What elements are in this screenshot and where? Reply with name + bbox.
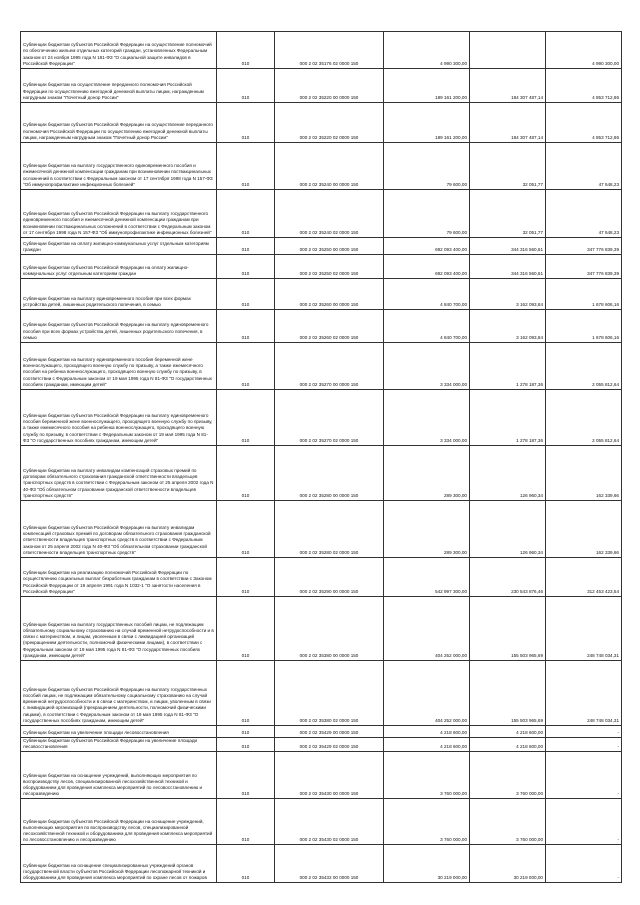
row-name-cell: Субвенции бюджетам на выплату инвалидам компенсаций страховых премий по договорам обязательного страхования гражданской ответственности владельцев транспортных средств в соответствии с Федеральным законом от 25 апреля 2002 года N 40-ФЗ "Об обязательном страховании гражданской ответственности владельцев транспортных средств" bbox=[21, 446, 217, 501]
table-row bbox=[21, 238, 622, 255]
row-unexecuted-cell: - bbox=[546, 845, 622, 883]
row-name-cell: Субвенции бюджетам субъектов Российской Федерации на выплату инвалидам компенсаций страховых премий по договорам обязательного страхования гражданской ответственности владельцев транспортных средств в соответствии с Федеральным законом от 25 апреля 2002 года N 40-ФЗ "Об обязательном страховании гражданской ответственности владельцев транспортных средств" bbox=[21, 501, 217, 558]
table-row bbox=[21, 799, 622, 845]
row-kbk-cell: 000 2 02 35430 00 0000 150 bbox=[275, 752, 384, 799]
row-name-cell: Субвенции бюджетам субъектов Российской Федерации на выплату единовременного пособия беременной жене военнослужащего, проходящего военную службу по призыву, а также ежемесячного пособия на ребенка военнослужащего, проходящего военную службу по призыву, в соответствии с Федеральным законом от 19 мая 1995 года N 81-ФЗ "О государственных пособиях гражданам, имеющим детей" bbox=[21, 390, 217, 446]
row-code-cell: 010 bbox=[217, 279, 275, 310]
row-executed-cell: 230 543 876,46 bbox=[470, 558, 546, 597]
row-code-cell: 010 bbox=[217, 103, 275, 143]
row-approved-cell: 289 300,00 bbox=[384, 501, 470, 558]
row-kbk-cell: 000 2 02 35280 00 0000 150 bbox=[275, 446, 384, 501]
row-name-cell: Субвенции бюджетам на осуществление переданного полномочия Российской Федерации по осуществлению ежегодной денежной выплаты лицам, награжденным нагрудным знаком "Почетный донор России" bbox=[21, 69, 217, 103]
row-name-cell: Субвенции бюджетам на оснащение учреждений, выполняющих мероприятия по воспроизводству лесов, специализированной лесохозяйственной техникой и оборудованием для проведения комплекса мероприятий по лесовосстановлению и лесоразведению bbox=[21, 752, 217, 799]
row-code-cell: 010 bbox=[217, 446, 275, 501]
row-code-cell: 010 bbox=[217, 32, 275, 69]
row-unexecuted-cell: 248 748 034,31 bbox=[546, 661, 622, 726]
budget-table bbox=[20, 31, 622, 883]
row-approved-cell: 404 252 000,00 bbox=[384, 661, 470, 726]
row-name-cell: Субвенции бюджетам на выплату государственных пособий лицам, не подлежащим обязательному социальному страхованию на случай временной нетрудоспособности и в связи с материнством, и лицам, уволенным в связи с ликвидацией организаций (прекращением деятельности, полномочий физическими лицами), в соответствии с Федеральным законом от 19 мая 1995 года N 81-ФЗ "О государственных пособиях гражданам, имеющим детей" bbox=[21, 597, 217, 661]
row-unexecuted-cell: 4 853 712,86 bbox=[546, 69, 622, 103]
row-approved-cell: 3 334 000,00 bbox=[384, 343, 470, 390]
table-row bbox=[21, 69, 622, 103]
row-name-cell: Субвенции бюджетам на выплату единовременного пособия беременной жене военнослужащего, проходящего военную службу по призыву, а также ежемесячного пособия на ребенка военнослужащего, проходящего военную службу по призыву, в соответствии с Федеральным законом от 19 мая 1995 года N 81-ФЗ "О государственных пособиях гражданам, имеющим детей" bbox=[21, 343, 217, 390]
row-unexecuted-cell: 347 776 839,39 bbox=[546, 238, 622, 255]
row-name-cell: Субвенции бюджетам субъектов Российской Федерации на оснащение учреждений, выполняющих мероприятия по воспроизводству лесов, специализированной лесохозяйственной техникой и оборудованием для проведения комплекса мероприятий по лесовосстановлению и лесоразведению bbox=[21, 799, 217, 845]
row-approved-cell: 79 600,00 bbox=[384, 143, 470, 190]
row-executed-cell: 3 162 093,84 bbox=[470, 310, 546, 343]
row-executed-cell: 3 162 093,84 bbox=[470, 279, 546, 310]
row-executed-cell: 30 219 000,00 bbox=[470, 845, 546, 883]
table-row bbox=[21, 752, 622, 799]
row-code-cell: 010 bbox=[217, 390, 275, 446]
row-code-cell: 010 bbox=[217, 501, 275, 558]
row-code-cell: 010 bbox=[217, 661, 275, 726]
row-executed-cell: 184 307 487,14 bbox=[470, 103, 546, 143]
row-code-cell: 010 bbox=[217, 238, 275, 255]
row-unexecuted-cell: 4 990 300,00 bbox=[546, 32, 622, 69]
row-name-cell: Субвенции бюджетам субъектов Российской Федерации на выплату единовременного пособия при всех формах устройства детей, лишенных родительского попечения, в семью bbox=[21, 310, 217, 343]
table-row bbox=[21, 32, 622, 69]
row-code-cell: 010 bbox=[217, 738, 275, 752]
row-kbk-cell: 000 2 02 35250 00 0000 150 bbox=[275, 238, 384, 255]
row-approved-cell: 4 990 300,00 bbox=[384, 32, 470, 69]
row-code-cell: 010 bbox=[217, 726, 275, 738]
row-kbk-cell: 000 2 02 35240 02 0000 150 bbox=[275, 190, 384, 238]
row-kbk-cell: 000 2 02 35432 00 0000 150 bbox=[275, 845, 384, 883]
budget-table-body bbox=[21, 32, 622, 883]
row-executed-cell: 155 503 965,69 bbox=[470, 661, 546, 726]
row-approved-cell: 3 334 000,00 bbox=[384, 390, 470, 446]
row-approved-cell: 4 218 600,00 bbox=[384, 738, 470, 752]
table-row bbox=[21, 190, 622, 238]
row-code-cell: 010 bbox=[217, 558, 275, 597]
row-executed-cell: 4 218 600,00 bbox=[470, 738, 546, 752]
row-name-cell: Субвенции бюджетам субъектов Российской Федерации на оплату жилищно-коммунальных услуг отдельным категориям граждан bbox=[21, 255, 217, 279]
row-executed-cell: 126 960,34 bbox=[470, 501, 546, 558]
row-executed-cell: 184 307 487,14 bbox=[470, 69, 546, 103]
table-row bbox=[21, 343, 622, 390]
row-kbk-cell: 000 2 02 35429 00 0000 150 bbox=[275, 726, 384, 738]
row-unexecuted-cell: 1 678 606,16 bbox=[546, 310, 622, 343]
row-code-cell: 010 bbox=[217, 310, 275, 343]
row-code-cell: 010 bbox=[217, 752, 275, 799]
table-row bbox=[21, 597, 622, 661]
row-executed-cell bbox=[470, 32, 546, 69]
row-approved-cell: 3 760 000,00 bbox=[384, 799, 470, 845]
row-kbk-cell: 000 2 02 35260 02 0000 150 bbox=[275, 310, 384, 343]
row-kbk-cell: 000 2 02 35270 02 0000 150 bbox=[275, 390, 384, 446]
table-row bbox=[21, 738, 622, 752]
row-approved-cell: 542 997 300,00 bbox=[384, 558, 470, 597]
table-row bbox=[21, 446, 622, 501]
row-code-cell: 010 bbox=[217, 255, 275, 279]
row-name-cell: Субвенции бюджетам субъектов Российской Федерации на осуществление переданного полномочия Российской Федерации по осуществлению ежегодной денежной выплаты лицам, награжденным нагрудным знаком "Почетный донор России" bbox=[21, 103, 217, 143]
row-executed-cell: 32 051,77 bbox=[470, 143, 546, 190]
row-executed-cell: 32 051,77 bbox=[470, 190, 546, 238]
row-name-cell: Субвенции бюджетам на оснащение специализированных учреждений органов государственной власти субъектов Российской Федерации лесопожарной техникой и оборудованием для проведения комплекса мероприятий по охране лесов от пожаров bbox=[21, 845, 217, 883]
table-row bbox=[21, 143, 622, 190]
row-executed-cell: 3 760 000,00 bbox=[470, 799, 546, 845]
row-executed-cell: 1 278 187,36 bbox=[470, 343, 546, 390]
row-approved-cell: 189 161 200,00 bbox=[384, 103, 470, 143]
row-unexecuted-cell: 2 055 812,64 bbox=[546, 390, 622, 446]
row-kbk-cell: 000 2 02 35430 02 0000 150 bbox=[275, 799, 384, 845]
row-code-cell: 010 bbox=[217, 597, 275, 661]
row-approved-cell: 692 093 400,00 bbox=[384, 255, 470, 279]
row-unexecuted-cell: - bbox=[546, 752, 622, 799]
row-kbk-cell: 000 2 02 35290 00 0000 150 bbox=[275, 558, 384, 597]
row-kbk-cell: 000 2 02 35270 00 0000 150 bbox=[275, 343, 384, 390]
row-name-cell: Субвенции бюджетам субъектов Российской Федерации на выплату государственных пособий лицам, не подлежащим обязательному социальному страхованию на случай временной нетрудоспособности и в связи с материнством, и лицам, уволенным в связи с ликвидацией организаций (прекращением деятельности, полномочий физическими лицами), в соответствии с Федеральным законом от 19 мая 1995 года N 81-ФЗ "О государственных пособиях гражданам, имеющим детей" bbox=[21, 661, 217, 726]
row-code-cell: 010 bbox=[217, 799, 275, 845]
row-name-cell: Субвенции бюджетам субъектов Российской Федерации на осуществление полномочий по обеспечению жильем отдельных категорий граждан, установленных Федеральным законом от 24 ноября 1995 года N 181-ФЗ "О социальной защите инвалидов в Российской Федерации" bbox=[21, 32, 217, 69]
table-row bbox=[21, 558, 622, 597]
row-unexecuted-cell: 312 453 423,54 bbox=[546, 558, 622, 597]
row-executed-cell: 344 316 560,61 bbox=[470, 255, 546, 279]
row-unexecuted-cell: 2 055 812,64 bbox=[546, 343, 622, 390]
table-row bbox=[21, 661, 622, 726]
table-row bbox=[21, 103, 622, 143]
row-executed-cell: 1 278 187,36 bbox=[470, 390, 546, 446]
row-code-cell: 010 bbox=[217, 143, 275, 190]
row-name-cell: Субвенции бюджетам на выплату государственного единовременного пособия и ежемесячной денежной компенсации гражданам при возникновении поствакцинальных осложнений в соответствии с Федеральным законом от 17 сентября 1998 года N 157-ФЗ "Об иммунопрофилактике инфекционных болезней" bbox=[21, 143, 217, 190]
row-code-cell: 010 bbox=[217, 845, 275, 883]
row-executed-cell: 126 960,34 bbox=[470, 446, 546, 501]
row-code-cell: 010 bbox=[217, 190, 275, 238]
row-executed-cell: 4 218 600,00 bbox=[470, 726, 546, 738]
row-approved-cell: 4 840 700,00 bbox=[384, 310, 470, 343]
row-executed-cell: 344 316 560,61 bbox=[470, 238, 546, 255]
row-kbk-cell: 000 2 02 35176 02 0000 150 bbox=[275, 32, 384, 69]
table-row bbox=[21, 845, 622, 883]
row-kbk-cell: 000 2 02 35240 00 0000 150 bbox=[275, 143, 384, 190]
table-row bbox=[21, 390, 622, 446]
row-unexecuted-cell: 347 776 839,39 bbox=[546, 255, 622, 279]
table-row bbox=[21, 279, 622, 310]
row-unexecuted-cell: 1 678 606,16 bbox=[546, 279, 622, 310]
row-kbk-cell: 000 2 02 35280 02 0000 150 bbox=[275, 501, 384, 558]
row-approved-cell: 30 219 000,00 bbox=[384, 845, 470, 883]
row-code-cell: 010 bbox=[217, 69, 275, 103]
row-unexecuted-cell: - bbox=[546, 738, 622, 752]
row-kbk-cell: 000 2 02 35220 02 0000 150 bbox=[275, 103, 384, 143]
budget-execution-sheet bbox=[20, 31, 621, 883]
row-unexecuted-cell: 4 853 712,86 bbox=[546, 103, 622, 143]
row-approved-cell: 404 252 000,00 bbox=[384, 597, 470, 661]
row-approved-cell: 4 218 600,00 bbox=[384, 726, 470, 738]
row-unexecuted-cell: 47 548,23 bbox=[546, 190, 622, 238]
row-kbk-cell: 000 2 02 35260 00 0000 150 bbox=[275, 279, 384, 310]
row-name-cell: Субвенции бюджетам на реализацию полномочий Российской Федерации по осуществлению социальных выплат безработным гражданам в соответствии с Законом Российской Федерации от 19 апреля 1991 года N 1032-1 "О занятости населения в Российской Федерации" bbox=[21, 558, 217, 597]
row-kbk-cell: 000 2 02 35220 00 0000 150 bbox=[275, 69, 384, 103]
row-unexecuted-cell: - bbox=[546, 799, 622, 845]
row-approved-cell: 79 600,00 bbox=[384, 190, 470, 238]
row-unexecuted-cell: 47 548,23 bbox=[546, 143, 622, 190]
row-name-cell: Субвенции бюджетам на оплату жилищно-коммунальных услуг отдельным категориям граждан bbox=[21, 238, 217, 255]
row-approved-cell: 189 161 200,00 bbox=[384, 69, 470, 103]
row-name-cell: Субвенции бюджетам на выплату единовременного пособия при всех формах устройства детей, лишенных родительского попечения, в семью bbox=[21, 279, 217, 310]
row-approved-cell: 692 093 400,00 bbox=[384, 238, 470, 255]
row-executed-cell: 155 503 965,69 bbox=[470, 597, 546, 661]
row-unexecuted-cell: - bbox=[546, 726, 622, 738]
row-executed-cell: 3 760 000,00 bbox=[470, 752, 546, 799]
row-name-cell: Субвенции бюджетам субъектов Российской Федерации на выплату государственного единовременного пособия и ежемесячной денежной компенсации гражданам при возникновении поствакцинальных осложнений в соответствии с Федеральным законом от 17 сентября 1998 года N 157-ФЗ "Об иммунопрофилактике инфекционных болезней" bbox=[21, 190, 217, 238]
table-row bbox=[21, 255, 622, 279]
row-approved-cell: 3 760 000,00 bbox=[384, 752, 470, 799]
row-code-cell: 010 bbox=[217, 343, 275, 390]
row-kbk-cell: 000 2 02 35380 00 0000 150 bbox=[275, 597, 384, 661]
row-kbk-cell: 000 2 02 35250 02 0000 150 bbox=[275, 255, 384, 279]
row-unexecuted-cell: 162 339,66 bbox=[546, 501, 622, 558]
table-row bbox=[21, 726, 622, 738]
row-kbk-cell: 000 2 02 35429 02 0000 150 bbox=[275, 738, 384, 752]
table-row bbox=[21, 310, 622, 343]
row-name-cell: Субвенции бюджетам на увеличение площади лесовосстановления bbox=[21, 726, 217, 738]
row-approved-cell: 4 840 700,00 bbox=[384, 279, 470, 310]
row-unexecuted-cell: 248 748 034,31 bbox=[546, 597, 622, 661]
row-name-cell: Субвенции бюджетам субъектов Российской Федерации на увеличение площади лесовосстановления bbox=[21, 738, 217, 752]
row-unexecuted-cell: 162 339,66 bbox=[546, 446, 622, 501]
row-kbk-cell: 000 2 02 35380 02 0000 150 bbox=[275, 661, 384, 726]
row-approved-cell: 289 300,00 bbox=[384, 446, 470, 501]
table-row bbox=[21, 501, 622, 558]
